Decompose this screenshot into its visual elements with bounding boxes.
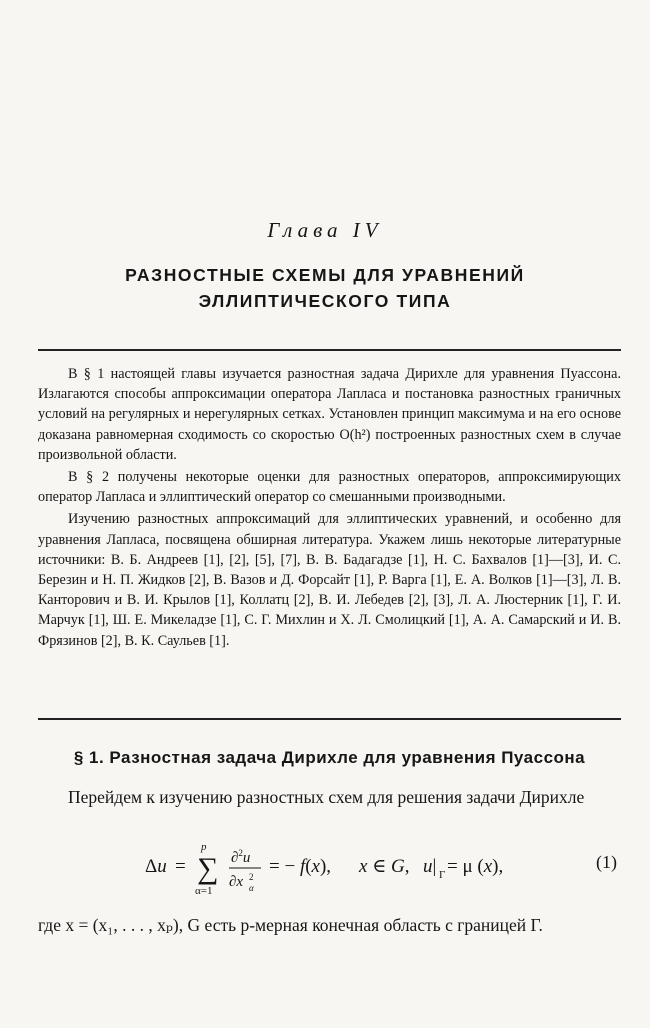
svg-text:α=1: α=1	[195, 885, 213, 897]
svg-text:x ∈ G,: x ∈ G,	[359, 856, 410, 877]
equation-svg	[145, 838, 525, 898]
section-heading: § 1. Разностная задача Дирихле для уравнения Пуассона	[73, 748, 586, 767]
abstract-paragraph-1: В § 1 настоящей главы изучается разностная задача Дирихле для уравнения Пуассона. Излагаются способы аппроксимации оператора Лапласа и постановка разностных граничных условий на регулярных и нерегулярных сетках. Установлен принцип максимума и на его основе доказана равномерная сходимость со скоростью O(h²) построенных разностных схем в случае произвольной области.	[38, 366, 621, 463]
svg-text:α: α	[249, 883, 254, 893]
intro-paragraph	[38, 786, 621, 808]
svg-text:= μ (x),: = μ (x),	[447, 856, 504, 877]
svg-text:Δu: Δu	[145, 856, 167, 877]
svg-text:∂x: ∂x	[229, 874, 244, 890]
svg-text:p: p	[201, 841, 207, 853]
svg-text:∂2u: ∂$^2$u	[231, 848, 251, 866]
svg-text:Γ: Γ	[439, 869, 446, 881]
svg-text:= − f(x),: = − f(x),	[269, 856, 332, 877]
equation-number: (1)	[596, 852, 617, 872]
intro-text: Перейдем к изучению разностных схем для решения задачи Дирихле	[68, 787, 585, 807]
chapter-label: Глава IV	[267, 218, 383, 242]
svg-text:∑: ∑	[197, 852, 219, 885]
chapter-title-line-2: ЭЛЛИПТИЧЕСКОГО ТИПА	[198, 291, 452, 311]
chapter-title	[0, 262, 650, 314]
after-equation-paragraph	[38, 914, 621, 936]
abstract-paragraph-2: В § 2 получены некоторые оценки для разностных операторов, аппроксимирующих оператор Лапласа и эллиптический оператор со смешанными производными.	[38, 469, 621, 506]
chapter-title-line-1: РАЗНОСТНЫЕ СХЕМЫ ДЛЯ УРАВНЕНИЙ	[125, 265, 525, 285]
top-rule	[38, 349, 621, 351]
abstract-paragraph-3: Изучению разностных аппроксимаций для эллиптических уравнений, и особенно для уравнения Лапласа, посвящена обширная литература. Укажем лишь некоторые литературные источники: В. Б. Андреев [1], [2], [5], [7], В. В. Бадагадзе [1], Н. С. Бахвалов [1]—[3], И. С. Березин и Н. П. Жидков [2], В. Вазов и Д. Форсайт [1], Р. Варга [1], Е. А. Волков [1]—[3], Л. В. Канторович и В. И. Крылов [1], Коллатц [2], В. И. Лебедев [2], [3], Л. А. Люстерник [1], Г. И. Марчук [1], Ш. Е. Микеладзе [1], С. Г. Михлин и Х. Л. Смолицкий [1], А. А. Самарский и И. В. Фрязинов [2], В. К. Саульев [1].	[38, 511, 621, 649]
bottom-rule	[38, 718, 621, 720]
after-equation-text: где x = (x₁, . . . , xₚ), G есть p-мерная конечная область с границей Γ.	[38, 915, 543, 935]
dirichlet-equation	[0, 838, 650, 898]
svg-text:=: =	[175, 856, 186, 877]
chapter-abstract	[38, 364, 621, 653]
svg-text:2: 2	[249, 872, 254, 882]
svg-text:u|: u|	[423, 856, 437, 877]
